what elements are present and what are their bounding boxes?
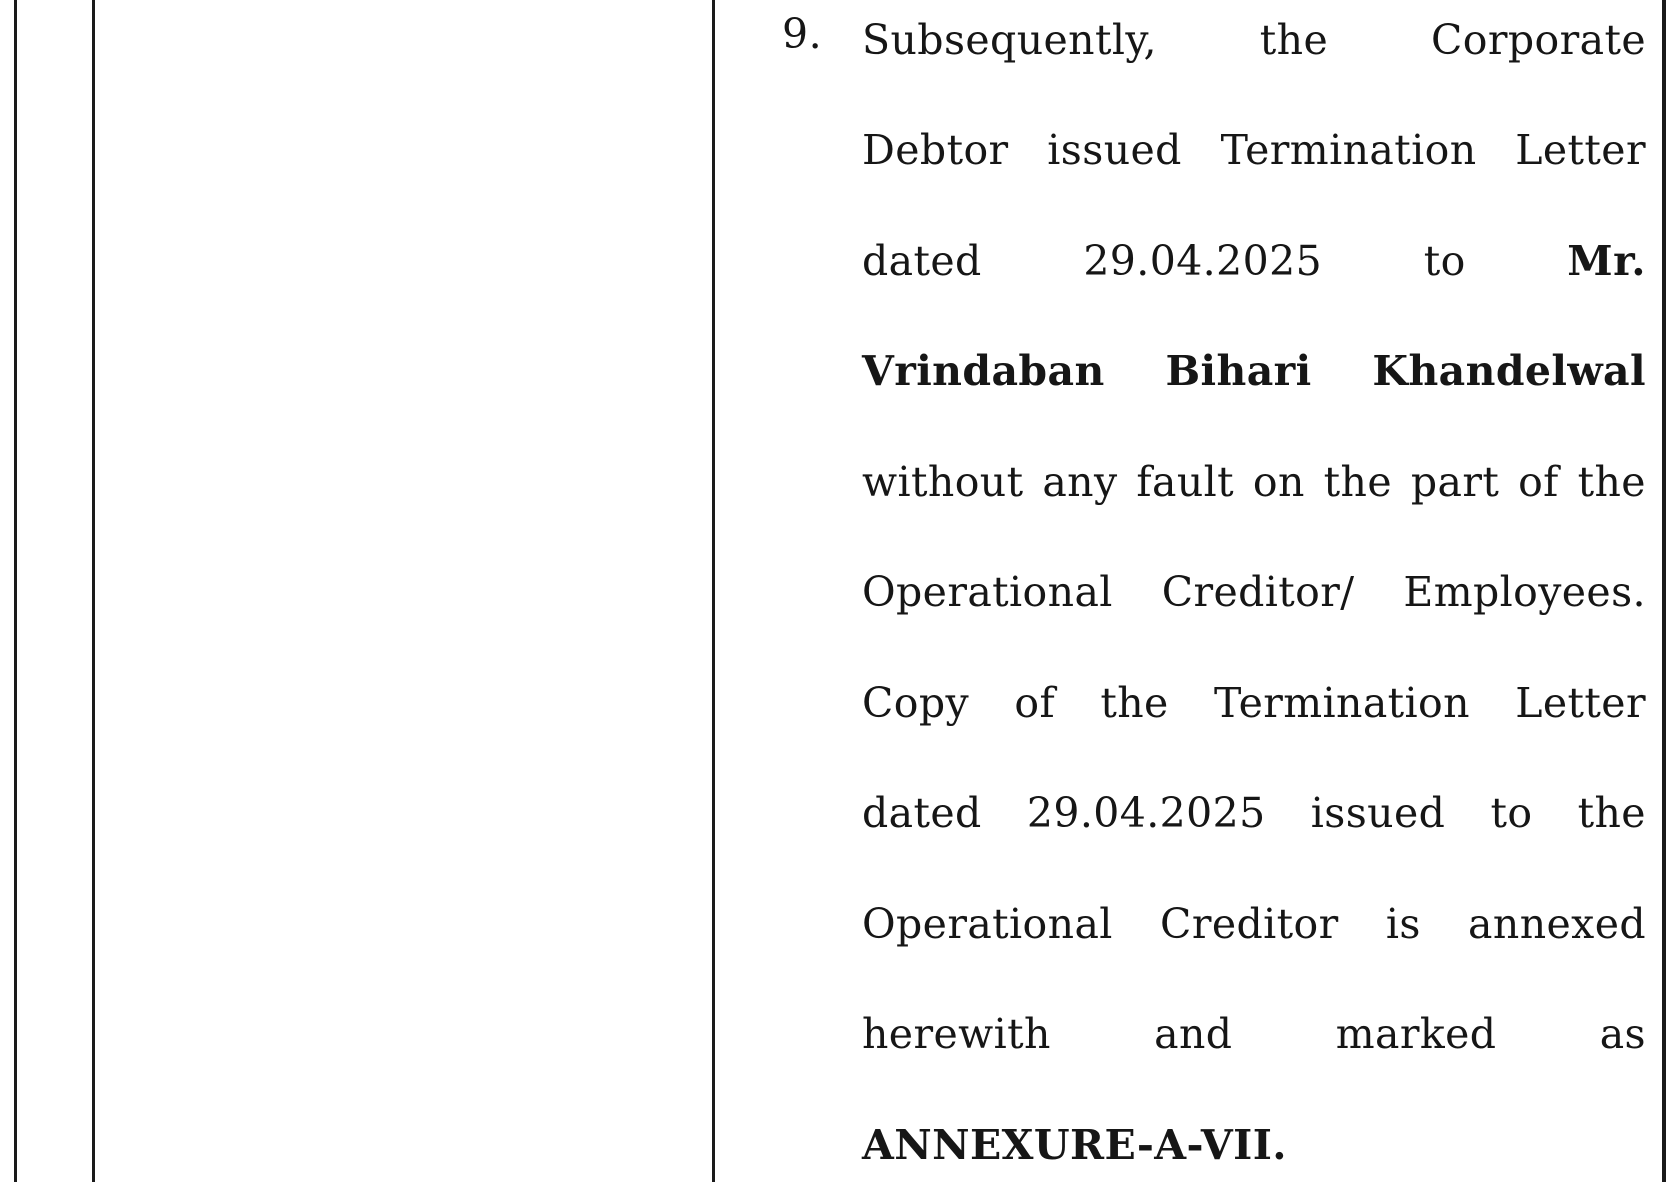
paragraph-line [862,896,1646,952]
word: of [1014,679,1056,727]
paragraph-line [862,12,1646,68]
word: any [1042,458,1118,506]
table-border-column-1 [92,0,95,1182]
paragraph-line [862,233,1646,289]
word: Termination [1214,679,1470,727]
word: fault [1136,458,1235,506]
word: Letter [1515,126,1646,174]
word: Subsequently, [862,16,1157,64]
word: to [1490,789,1533,837]
word: the [1577,458,1646,506]
table-border-right [1662,0,1666,1182]
word: to [1423,237,1466,285]
word: Creditor [1160,900,1339,948]
word: annexed [1468,900,1646,948]
paragraph-line [862,785,1646,841]
annexure-label [862,1117,1646,1173]
word: of [1518,458,1559,506]
person-name: Vrindaban [862,347,1105,395]
word: herewith [862,1010,1051,1058]
paragraph-line [862,1006,1646,1062]
word: marked [1335,1010,1497,1058]
word: Creditor/ [1161,568,1355,616]
word: issued [1310,789,1446,837]
table-border-column-2 [712,0,715,1182]
word: and [1154,1010,1233,1058]
word: on [1252,458,1305,506]
word: Operational [862,568,1113,616]
word: Debtor [862,126,1009,174]
paragraph-line [862,122,1646,178]
word: part [1410,458,1500,506]
word: Copy [862,679,970,727]
word: dated [862,789,982,837]
word: Employees. [1403,568,1646,616]
paragraph-line [862,454,1646,510]
word: is [1385,900,1421,948]
name-title: Mr. [1567,237,1646,285]
paragraph-line [862,564,1646,620]
word: dated [862,237,982,285]
word: Corporate [1431,16,1646,64]
person-name: Bihari [1165,347,1312,395]
word: the [1323,458,1392,506]
word: the [1577,789,1646,837]
paragraph-line [862,675,1646,731]
word: Letter [1515,679,1646,727]
person-name: Khandelwal [1372,347,1646,395]
word: Operational [862,900,1113,948]
word: without [862,458,1024,506]
date: 29.04.2025 [1083,237,1323,285]
word: the [1100,679,1169,727]
word: as [1599,1010,1646,1058]
word: the [1259,16,1329,64]
table-border-left [14,0,17,1182]
paragraph-number: 9. [782,10,823,58]
annexure-reference: ANNEXURE-A-VII. [862,1121,1287,1169]
word: issued [1047,126,1182,174]
word: Termination [1220,126,1477,174]
date: 29.04.2025 [1026,789,1266,837]
paragraph-line [862,343,1646,399]
